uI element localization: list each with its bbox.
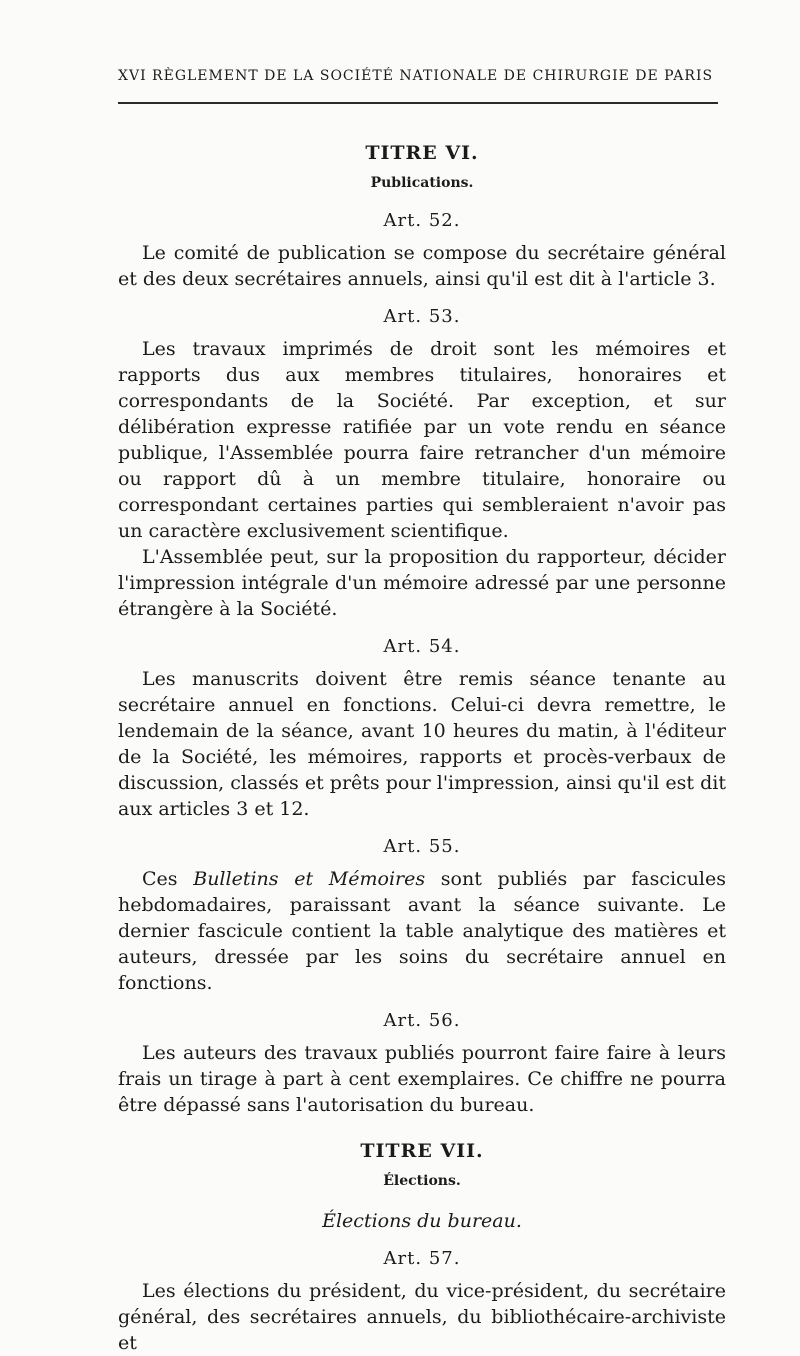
- header-rule: [118, 102, 718, 104]
- art-54-text: Les manuscrits doivent être remis séance tenante au secrétaire annuel en fonctions. Celui-ci devra remettre, le lendemain de la séance, avant 10 heures du matin, à l'éditeur de la Société, les mémoires, rapports et procès-verbaux de discussion, classés et prêts pour l'impression, ainsi qu'il est dit aux articles 3 et 12.: [118, 668, 726, 820]
- art-57-text: Les élections du président, du vice-président, du secrétaire général, des secrétaires annuels, du bibliothécaire-archiviste et: [118, 1280, 726, 1354]
- art-55-heading: Art. 55.: [383, 836, 461, 857]
- art-52-heading: Art. 52.: [383, 210, 461, 231]
- art-52-text: Le comité de publication se compose du secrétaire général et des deux secrétaires annuels, ainsi qu'il est dit à l'article 3.: [118, 242, 726, 290]
- titre-vi-heading: TITRE VI.: [365, 142, 479, 164]
- art-54-heading: Art. 54.: [383, 636, 461, 657]
- titre-vii-heading: TITRE VII.: [360, 1140, 484, 1162]
- art-55-text-rest: sont publiés par fascicules hebdomadaires, paraissant avant la séance suivante. Le dernier fascicule contient la table analytique des matières et auteurs, dressée par les soins du secrétaire annuel en fonctions.: [118, 868, 727, 994]
- art-57-heading: Art. 57.: [383, 1248, 461, 1269]
- running-head: XVI RÈGLEMENT DE LA SOCIÉTÉ NATIONALE DE CHIRURGIE DE PARIS: [118, 68, 714, 84]
- art-55-text: [118, 866, 726, 996]
- art-53-text-2: L'Assemblée peut, sur la proposition du rapporteur, décider l'impression intégrale d'un mémoire adressé par une personne étrangère à la Société.: [118, 546, 726, 620]
- art-53-heading: Art. 53.: [383, 306, 461, 327]
- art-53-text-1: Les travaux imprimés de droit sont les mémoires et rapports dus aux membres titulaires, honoraires et correspondants de la Société. Par exception, et sur délibération expresse ratifiée par un vote rendu en séance publique, l'Assemblée pourra faire retrancher d'un mémoire ou rapport dû à un membre titulaire, honoraire ou correspondant certaines parties qui sembleraient n'avoir pas un caractère exclusivement scientifique.: [118, 338, 726, 542]
- elections-heading: Élections.: [383, 1173, 461, 1189]
- art-55-text-start: Ces: [142, 868, 194, 890]
- bulletins-title: Bulletins et Mémoires: [193, 868, 426, 890]
- art-56-text: Les auteurs des travaux publiés pourront faire faire à leurs frais un tirage à part à cent exemplaires. Ce chiffre ne pourra être dépassé sans l'autorisation du bureau.: [118, 1042, 726, 1116]
- elections-bureau-heading: Élections du bureau.: [322, 1210, 522, 1232]
- section-gap: [118, 1118, 726, 1138]
- document-body: [118, 140, 726, 1356]
- publications-heading: Publications.: [370, 175, 474, 191]
- art-56-heading: Art. 56.: [383, 1010, 461, 1031]
